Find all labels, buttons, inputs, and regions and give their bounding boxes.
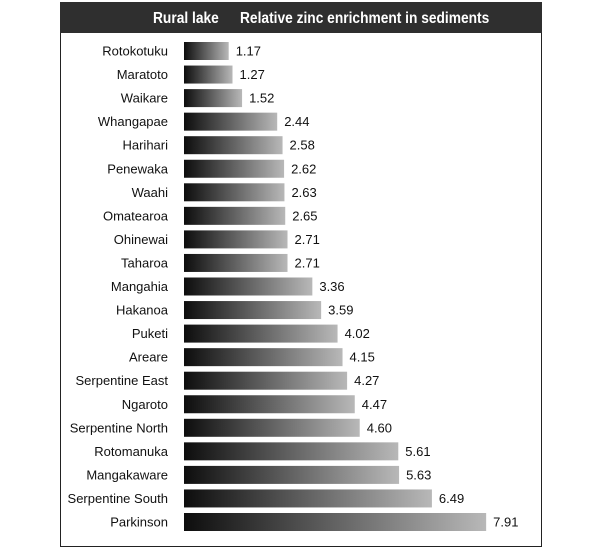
bar (184, 325, 338, 343)
value-label: 7.91 (493, 514, 519, 530)
bar (184, 442, 398, 460)
bar (184, 89, 242, 107)
value-label: 2.71 (294, 231, 320, 247)
value-label: 2.62 (291, 161, 317, 177)
bar (184, 489, 432, 507)
value-label: 3.59 (328, 302, 354, 318)
bar (184, 395, 355, 413)
category-label: Serpentine North (69, 420, 168, 436)
category-label: Omatearoa (102, 208, 168, 224)
category-label: Mangakaware (86, 467, 168, 483)
category-label: Rotokotuku (102, 43, 168, 59)
category-label: Parkinson (110, 514, 168, 530)
category-label: Hakanoa (115, 302, 168, 318)
value-label: 4.02 (344, 326, 370, 342)
value-label: 2.63 (291, 184, 317, 200)
category-label: Puketi (131, 326, 168, 342)
bar (184, 348, 343, 366)
bar (184, 66, 233, 84)
value-label: 2.71 (294, 255, 320, 271)
value-label: 1.17 (235, 43, 262, 59)
value-label: 1.27 (239, 67, 265, 83)
value-label: 5.61 (405, 443, 431, 459)
category-label: Taharoa (121, 255, 168, 271)
category-label: Mangahia (110, 279, 168, 294)
value-label: 2.65 (292, 208, 318, 224)
chart-title: Relative zinc enrichment in sediments (240, 10, 490, 27)
value-label: 2.58 (289, 137, 315, 153)
bar (184, 42, 229, 60)
bar (184, 513, 486, 531)
bar-rows (68, 42, 519, 531)
category-label: Rotomanuka (94, 443, 168, 459)
value-label: 1.52 (249, 90, 275, 106)
bar (184, 466, 399, 484)
value-label: 5.63 (406, 467, 432, 483)
bar (184, 230, 288, 248)
bar (184, 207, 285, 225)
category-label: Waikare (120, 90, 168, 106)
category-label: Serpentine South (67, 490, 168, 506)
bar (184, 113, 277, 131)
category-label: Whangapae (97, 114, 168, 130)
value-label: 4.60 (366, 420, 393, 436)
category-label: Penewaka (107, 161, 168, 177)
value-label: 4.15 (349, 349, 375, 365)
value-label: 3.36 (319, 279, 345, 294)
category-label: Waahi (131, 184, 168, 200)
value-label: 2.44 (284, 114, 310, 130)
value-label: 4.47 (361, 396, 388, 412)
category-label: Ohinewai (113, 231, 168, 247)
bar (184, 278, 312, 296)
bar (184, 254, 288, 272)
bar (184, 160, 284, 178)
bar (184, 372, 347, 390)
bar (184, 136, 283, 154)
category-label: Ngaroto (121, 396, 168, 412)
bar (184, 183, 284, 201)
category-label: Harihari (122, 137, 168, 153)
category-label: Maratoto (116, 67, 168, 83)
bar (184, 419, 360, 437)
value-label: 4.27 (354, 373, 380, 389)
bar (184, 301, 321, 319)
category-label: Areare (128, 349, 168, 365)
value-label: 6.49 (438, 490, 465, 506)
category-label: Serpentine East (75, 373, 168, 389)
category-header: Rural lake (153, 10, 219, 27)
